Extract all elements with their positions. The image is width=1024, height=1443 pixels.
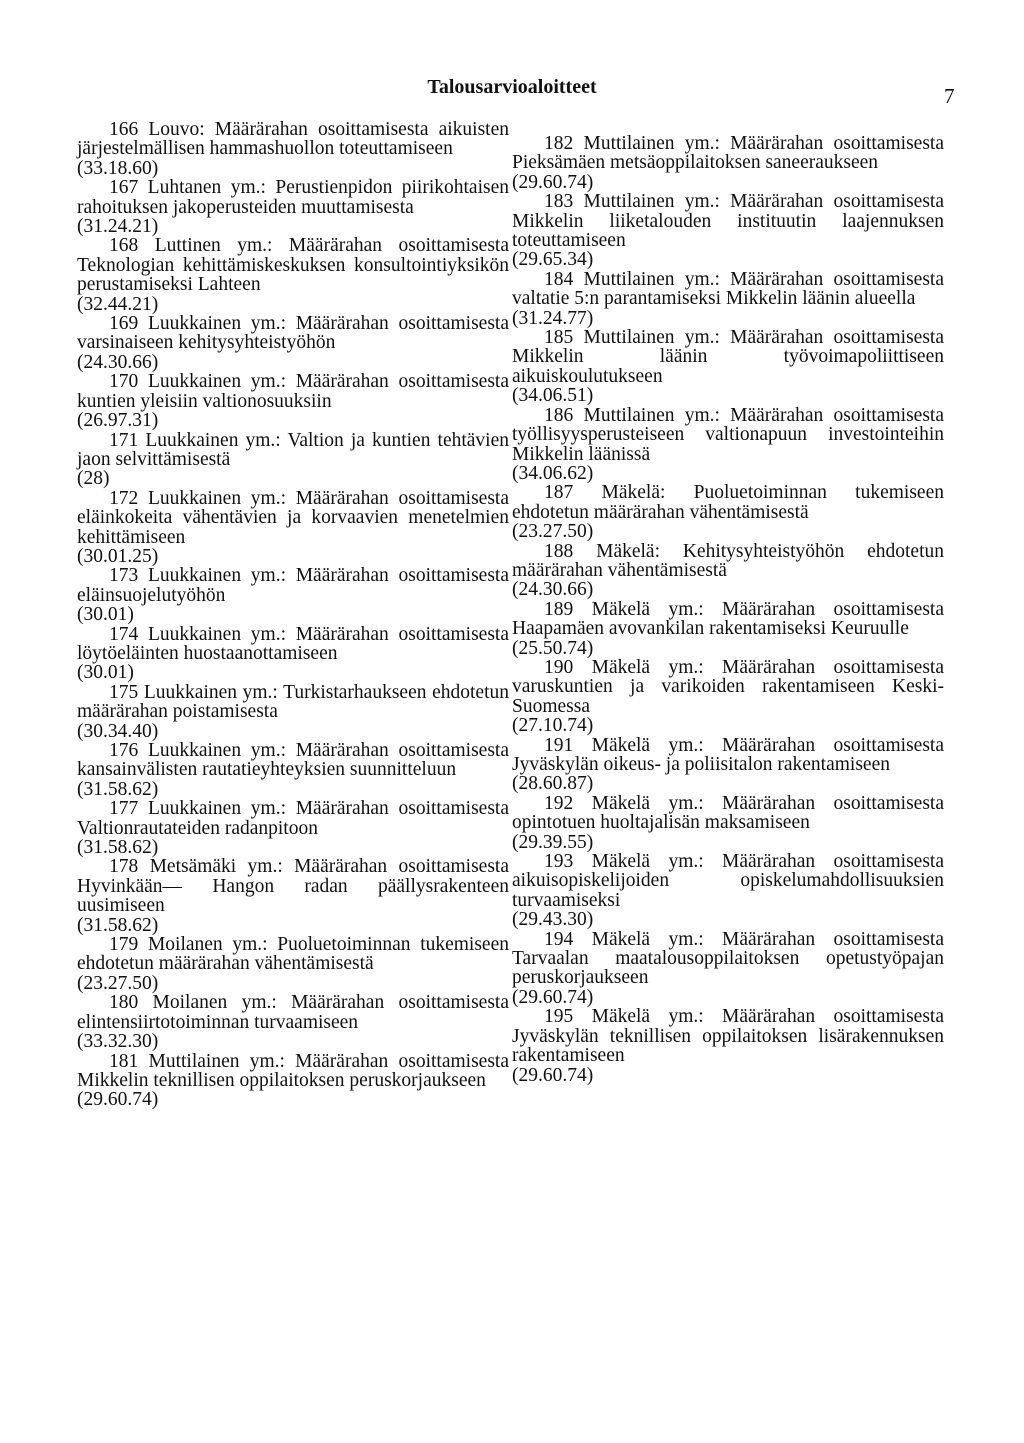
entry-text: 170 Luukkainen ym.: Määrärahan osoittamisesta kuntien yleisiin valtionosuuksiin xyxy=(77,371,509,412)
budget-ref: (24.30.66) xyxy=(512,579,594,601)
entry-text: 171 Luukkainen ym.: Valtion ja kuntien tehtävien jaon selvittämisestä xyxy=(77,429,509,470)
initiative-entry xyxy=(512,736,944,794)
budget-ref: (30.34.40) xyxy=(77,720,159,742)
budget-ref: (27.10.74) xyxy=(512,715,594,737)
entry-text: 178 Metsämäki ym.: Määrärahan osoittamisesta Hyvinkään— Hangon radan päällysrakenteen uusimiseen xyxy=(77,856,509,917)
entry-text: 173 Luukkainen ym.: Määrärahan osoittamisesta eläinsuojelutyöhön xyxy=(77,565,509,606)
budget-ref: (29.60.74) xyxy=(512,986,594,1008)
initiative-entry xyxy=(77,799,509,857)
budget-ref: (25.50.74) xyxy=(512,637,594,659)
initiative-entry xyxy=(77,178,509,236)
entry-text: 180 Moilanen ym.: Määrärahan osoittamisesta elintensiirtotoiminnan turvaamiseen xyxy=(77,992,509,1033)
initiative-entry xyxy=(512,406,944,484)
initiative-entry xyxy=(512,852,944,930)
budget-ref: (32.44.21) xyxy=(77,293,159,315)
entry-text: 194 Mäkelä ym.: Määrärahan osoittamisesta Tarvaalan maatalousoppilaitoksen opetustyöpajan peruskorjaukseen xyxy=(512,928,944,989)
budget-ref: (31.24.77) xyxy=(512,307,594,329)
entry-text: 187 Mäkelä: Puoluetoiminnan tukemiseen ehdotetun määrärahan vähentämisestä xyxy=(512,482,944,523)
entry-text: 182 Muttilainen ym.: Määrärahan osoittamisesta Pieksämäen metsäoppilaitoksen saneeraukseen xyxy=(512,133,944,174)
initiative-entry xyxy=(77,993,509,1051)
entry-text: 193 Mäkelä ym.: Määrärahan osoittamisesta aikuisopiskelijoiden opiskelumahdollisuuksien turvaamiseksi xyxy=(512,851,944,911)
initiative-entry xyxy=(512,328,944,406)
entry-text: 189 Mäkelä ym.: Määrärahan osoittamisesta Haapamäen avovankilan rakentamiseksi Keuruulle xyxy=(512,598,944,640)
entry-text: 188 Mäkelä: Kehitysyhteistyöhön ehdotetun määrärahan vähentämisestä xyxy=(512,540,944,581)
initiative-entry xyxy=(77,314,509,372)
budget-ref: (30.01) xyxy=(77,604,134,626)
budget-ref: (29.60.74) xyxy=(512,171,594,193)
right-column xyxy=(512,134,944,1085)
initiative-entry xyxy=(512,483,944,541)
initiative-entry xyxy=(512,542,944,600)
entry-text: 176 Luukkainen ym.: Määrärahan osoittamisesta kansainvälisten rautatieyhteyksien suunnitteluun xyxy=(77,740,509,781)
initiative-entry xyxy=(77,120,509,178)
initiative-entry xyxy=(512,192,944,270)
budget-ref: (31.24.21) xyxy=(77,216,159,238)
initiative-entry xyxy=(77,683,509,741)
budget-ref: (33.32.30) xyxy=(77,1031,159,1053)
entry-text: 175 Luukkainen ym.: Turkistarhaukseen ehdotetun määrärahan poistamisesta xyxy=(77,681,509,723)
initiative-entry xyxy=(77,236,509,314)
budget-ref: (29.39.55) xyxy=(512,831,594,853)
left-column xyxy=(77,120,509,1110)
budget-ref: (24.30.66) xyxy=(77,351,159,373)
budget-ref: (28) xyxy=(77,468,110,490)
budget-ref: (30.01) xyxy=(77,662,134,684)
initiative-entry xyxy=(77,857,509,935)
budget-ref: (30.01.25) xyxy=(77,545,159,567)
initiative-entry xyxy=(77,935,509,993)
budget-ref: (34.06.62) xyxy=(512,462,594,484)
entry-text: 190 Mäkelä ym.: Määrärahan osoittamisesta varuskuntien ja varikoiden rakentamiseen Keski-Suomessa xyxy=(512,656,944,717)
entry-text: 177 Luukkainen ym.: Määrärahan osoittamisesta Valtionrautateiden radanpitoon xyxy=(77,798,509,839)
page-number: 7 xyxy=(944,84,955,108)
entry-text: 169 Luukkainen ym.: Määrärahan osoittamisesta varsinaiseen kehitysyhteistyöhön xyxy=(77,313,509,354)
entry-text: 184 Muttilainen ym.: Määrärahan osoittamisesta valtatie 5:n parantamiseksi Mikkelin läänin alueella xyxy=(512,268,944,310)
budget-ref: (29.43.30) xyxy=(512,909,594,931)
entry-text: 191 Mäkelä ym.: Määrärahan osoittamisesta Jyväskylän oikeus- ja poliisitalon rakentamiseen xyxy=(512,734,944,775)
budget-ref: (23.27.50) xyxy=(77,972,159,994)
entry-text: 179 Moilanen ym.: Puoluetoiminnan tukemiseen ehdotetun määrärahan vähentämisestä xyxy=(77,934,509,975)
initiative-entry xyxy=(512,930,944,1008)
initiative-entry xyxy=(77,1052,509,1110)
budget-ref: (23.27.50) xyxy=(512,521,594,543)
initiative-entry xyxy=(77,741,509,799)
entry-text: 172 Luukkainen ym.: Määrärahan osoittamisesta eläinkokeita vähentävien ja korvaavien menetelmien kehittämiseen xyxy=(77,487,509,548)
budget-ref: (31.58.62) xyxy=(77,778,159,800)
running-header: Talousarvioaloitteet xyxy=(427,76,597,98)
initiative-entry xyxy=(512,658,944,736)
entry-text: 185 Muttilainen ym.: Määrärahan osoittamisesta Mikkelin läänin työvoimapoliittiseen aikuiskoulutukseen xyxy=(512,327,944,387)
initiative-entry xyxy=(512,270,944,328)
entry-text: 166 Louvo: Määrärahan osoittamisesta aikuisten järjestelmällisen hammashuollon toteuttamiseen xyxy=(77,119,509,160)
entry-text: 168 Luttinen ym.: Määrärahan osoittamisesta Teknologian kehittämiskeskuksen konsultointiyksikön perustamiseksi Lahteen xyxy=(77,235,509,296)
initiative-entry xyxy=(512,600,944,658)
budget-ref: (28.60.87) xyxy=(512,773,594,795)
entry-text: 195 Mäkelä ym.: Määrärahan osoittamisesta Jyväskylän teknillisen oppilaitoksen lisärakennuksen rakentamiseen xyxy=(512,1006,944,1067)
entry-text: 183 Muttilainen ym.: Määrärahan osoittamisesta Mikkelin liiketalouden instituutin laajennuksen toteuttamiseen xyxy=(512,191,944,252)
initiative-entry xyxy=(77,625,509,683)
budget-ref: (31.58.62) xyxy=(77,914,159,936)
entry-text: 186 Muttilainen ym.: Määrärahan osoittamisesta työllisyysperusteiseen valtionapuun investointeihin Mikkelin läänissä xyxy=(512,404,944,465)
entry-text: 181 Muttilainen ym.: Määrärahan osoittamisesta Mikkelin teknillisen oppilaitoksen peruskorjaukseen xyxy=(77,1050,509,1091)
initiative-entry xyxy=(512,794,944,852)
initiative-entry xyxy=(512,134,944,192)
initiative-entry xyxy=(77,489,509,567)
budget-ref: (26.97.31) xyxy=(77,410,159,432)
budget-ref: (33.18.60) xyxy=(77,157,159,179)
budget-ref: (31.58.62) xyxy=(77,837,159,859)
budget-ref: (29.65.34) xyxy=(512,249,594,271)
initiative-entry xyxy=(77,431,509,489)
entry-text: 167 Luhtanen ym.: Perustienpidon piirikohtaisen rahoituksen jakoperusteiden muuttamisesta xyxy=(77,177,509,218)
entry-text: 192 Mäkelä ym.: Määrärahan osoittamisesta opintotuen huoltajalisän maksamiseen xyxy=(512,792,944,834)
initiative-entry xyxy=(77,372,509,430)
initiative-entry xyxy=(77,566,509,624)
entry-text: 174 Luukkainen ym.: Määrärahan osoittamisesta löytöeläinten huostaanottamiseen xyxy=(77,623,509,664)
budget-ref: (29.60.74) xyxy=(77,1089,159,1111)
budget-ref: (29.60.74) xyxy=(512,1064,594,1086)
initiative-entry xyxy=(512,1007,944,1085)
budget-ref: (34.06.51) xyxy=(512,385,594,407)
